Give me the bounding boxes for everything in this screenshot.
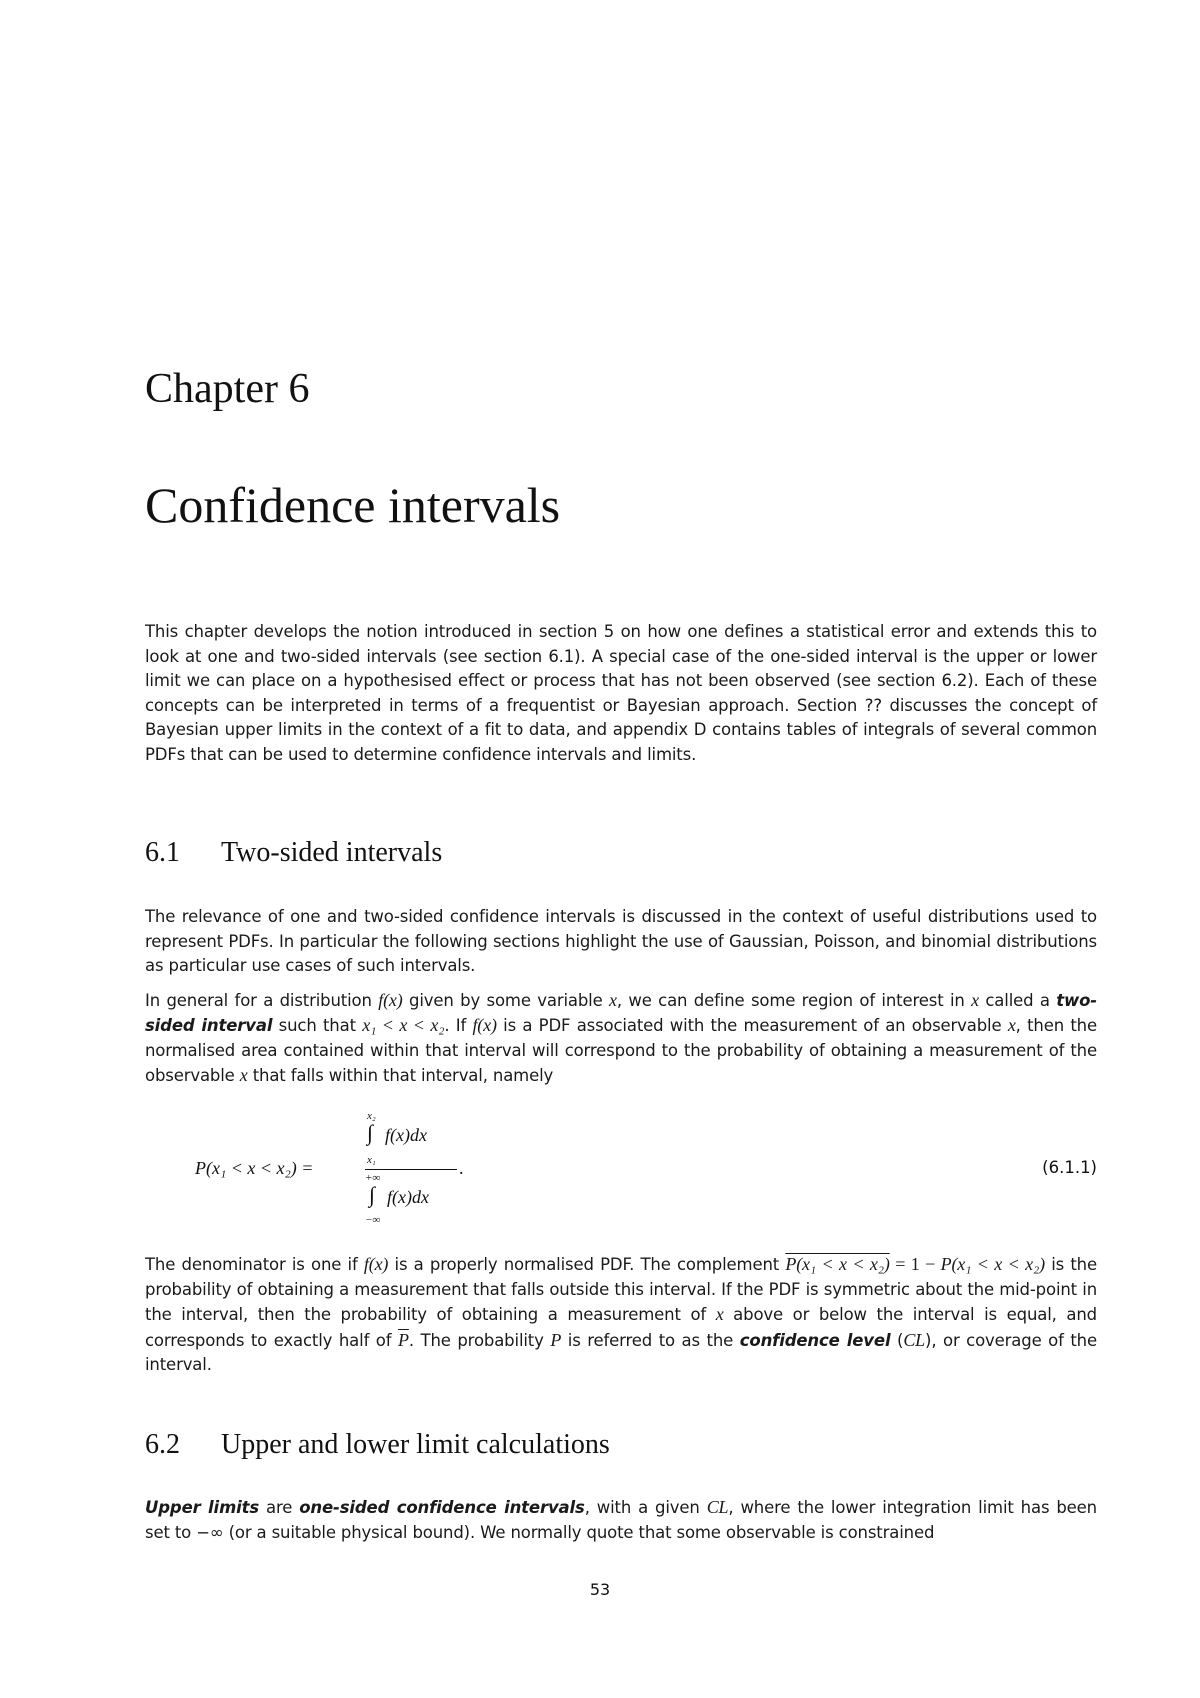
integral-sign: ∫ <box>369 1182 376 1207</box>
intro-paragraph <box>145 620 1097 776</box>
paragraph: The denominator is one if f(x) is a properly normalised PDF. The complement P(x₁ < x < x₂) = 1 − P(x₁ < x < x₂) is the probability of obtaining a measurement that falls outside this interval. If the PDF is symmetric about the mid-point in the interval, then the probability of obtaining a measurement of x above or below the interval is equal, and corresponds to exactly half of $\overline{P}$. The probability P is referred to as the confidence level (CL), or coverage of the interval. <box>145 1254 1097 1374</box>
numerator-lower-limit: x₁ <box>367 1154 376 1166</box>
equation-6-1-1 <box>195 1110 1097 1230</box>
numerator-upper-limit: x₂ <box>367 1110 376 1122</box>
defined-term: confidence level <box>739 1330 891 1350</box>
paragraph: In general for a distribution f(x) given by some variable x, we can define some region of interest in x called a two-sided interval such that x₁ < x < x₂. If f(x) is a PDF associated with the measurement of an observable x, then the normalised area contained within that interval will correspond to the probability of obtaining a measurement of the observable x that falls within that interval, namely <box>145 989 1097 1085</box>
section-title: Upper and lower limit calculations <box>221 1429 610 1460</box>
equation-fraction <box>365 1110 457 1230</box>
section-heading-6-1 <box>145 836 442 870</box>
denominator-integrand: f(x)dx <box>387 1187 429 1207</box>
numerator-integrand: f(x)dx <box>385 1125 427 1145</box>
denominator-upper-limit: +∞ <box>365 1172 381 1184</box>
section-heading-6-2 <box>145 1428 610 1462</box>
chapter-title: Confidence intervals <box>145 477 561 533</box>
section-6-2-body <box>145 1495 1097 1554</box>
equation-lhs: P(x₁ < x < x₂) = <box>195 1158 314 1178</box>
section-number: 6.2 <box>145 1429 180 1460</box>
integral-sign: ∫ <box>367 1120 374 1145</box>
denominator-lower-limit: −∞ <box>365 1214 381 1226</box>
defined-term: one-sided confidence intervals <box>299 1498 585 1517</box>
section-6-1-body <box>145 905 1097 1098</box>
defined-term: two-sided interval <box>145 990 1097 1035</box>
section-6-1-body-continued <box>145 1252 1097 1387</box>
equation-period: . <box>459 1158 464 1178</box>
equation-number: (6.1.1) <box>1042 1158 1097 1177</box>
section-number: 6.1 <box>145 837 180 868</box>
paragraph: Upper limits are one-sided confidence intervals, with a given CL, where the lower integration limit has been set to −∞ (or a suitable physical bound). We normally quote that some observable is constrained <box>145 1497 1097 1542</box>
chapter-label: Chapter 6 <box>145 366 310 412</box>
page-number: 53 <box>589 1580 611 1599</box>
complement-expression: P(x₁ < x < x₂) <box>785 1254 890 1274</box>
paragraph: The relevance of one and two-sided confidence intervals is discussed in the context of useful distributions used to represent PDFs. In particular the following sections highlight the use of Gaussian, Poisson, and binomial distributions as particular use cases of such intervals. <box>145 907 1097 975</box>
fraction-bar <box>365 1169 457 1170</box>
defined-term: Upper limits <box>145 1498 260 1517</box>
section-title: Two-sided intervals <box>221 837 443 868</box>
intro-text: This chapter develops the notion introduced in section 5 on how one defines a statistical error and extends this to look at one and two-sided intervals (see section 6.1). A special case of the one-sided interval is the upper or lower limit we can place on a hypothesised effect or process that has not been observed (see section 6.2). Each of these concepts can be interpreted in terms of a frequentist or Bayesian approach. Section ?? discusses the concept of Bayesian upper limits in the context of a fit to data, and appendix D contains tables of integrals of several common PDFs that can be used to determine confidence intervals and limits. <box>145 622 1097 764</box>
